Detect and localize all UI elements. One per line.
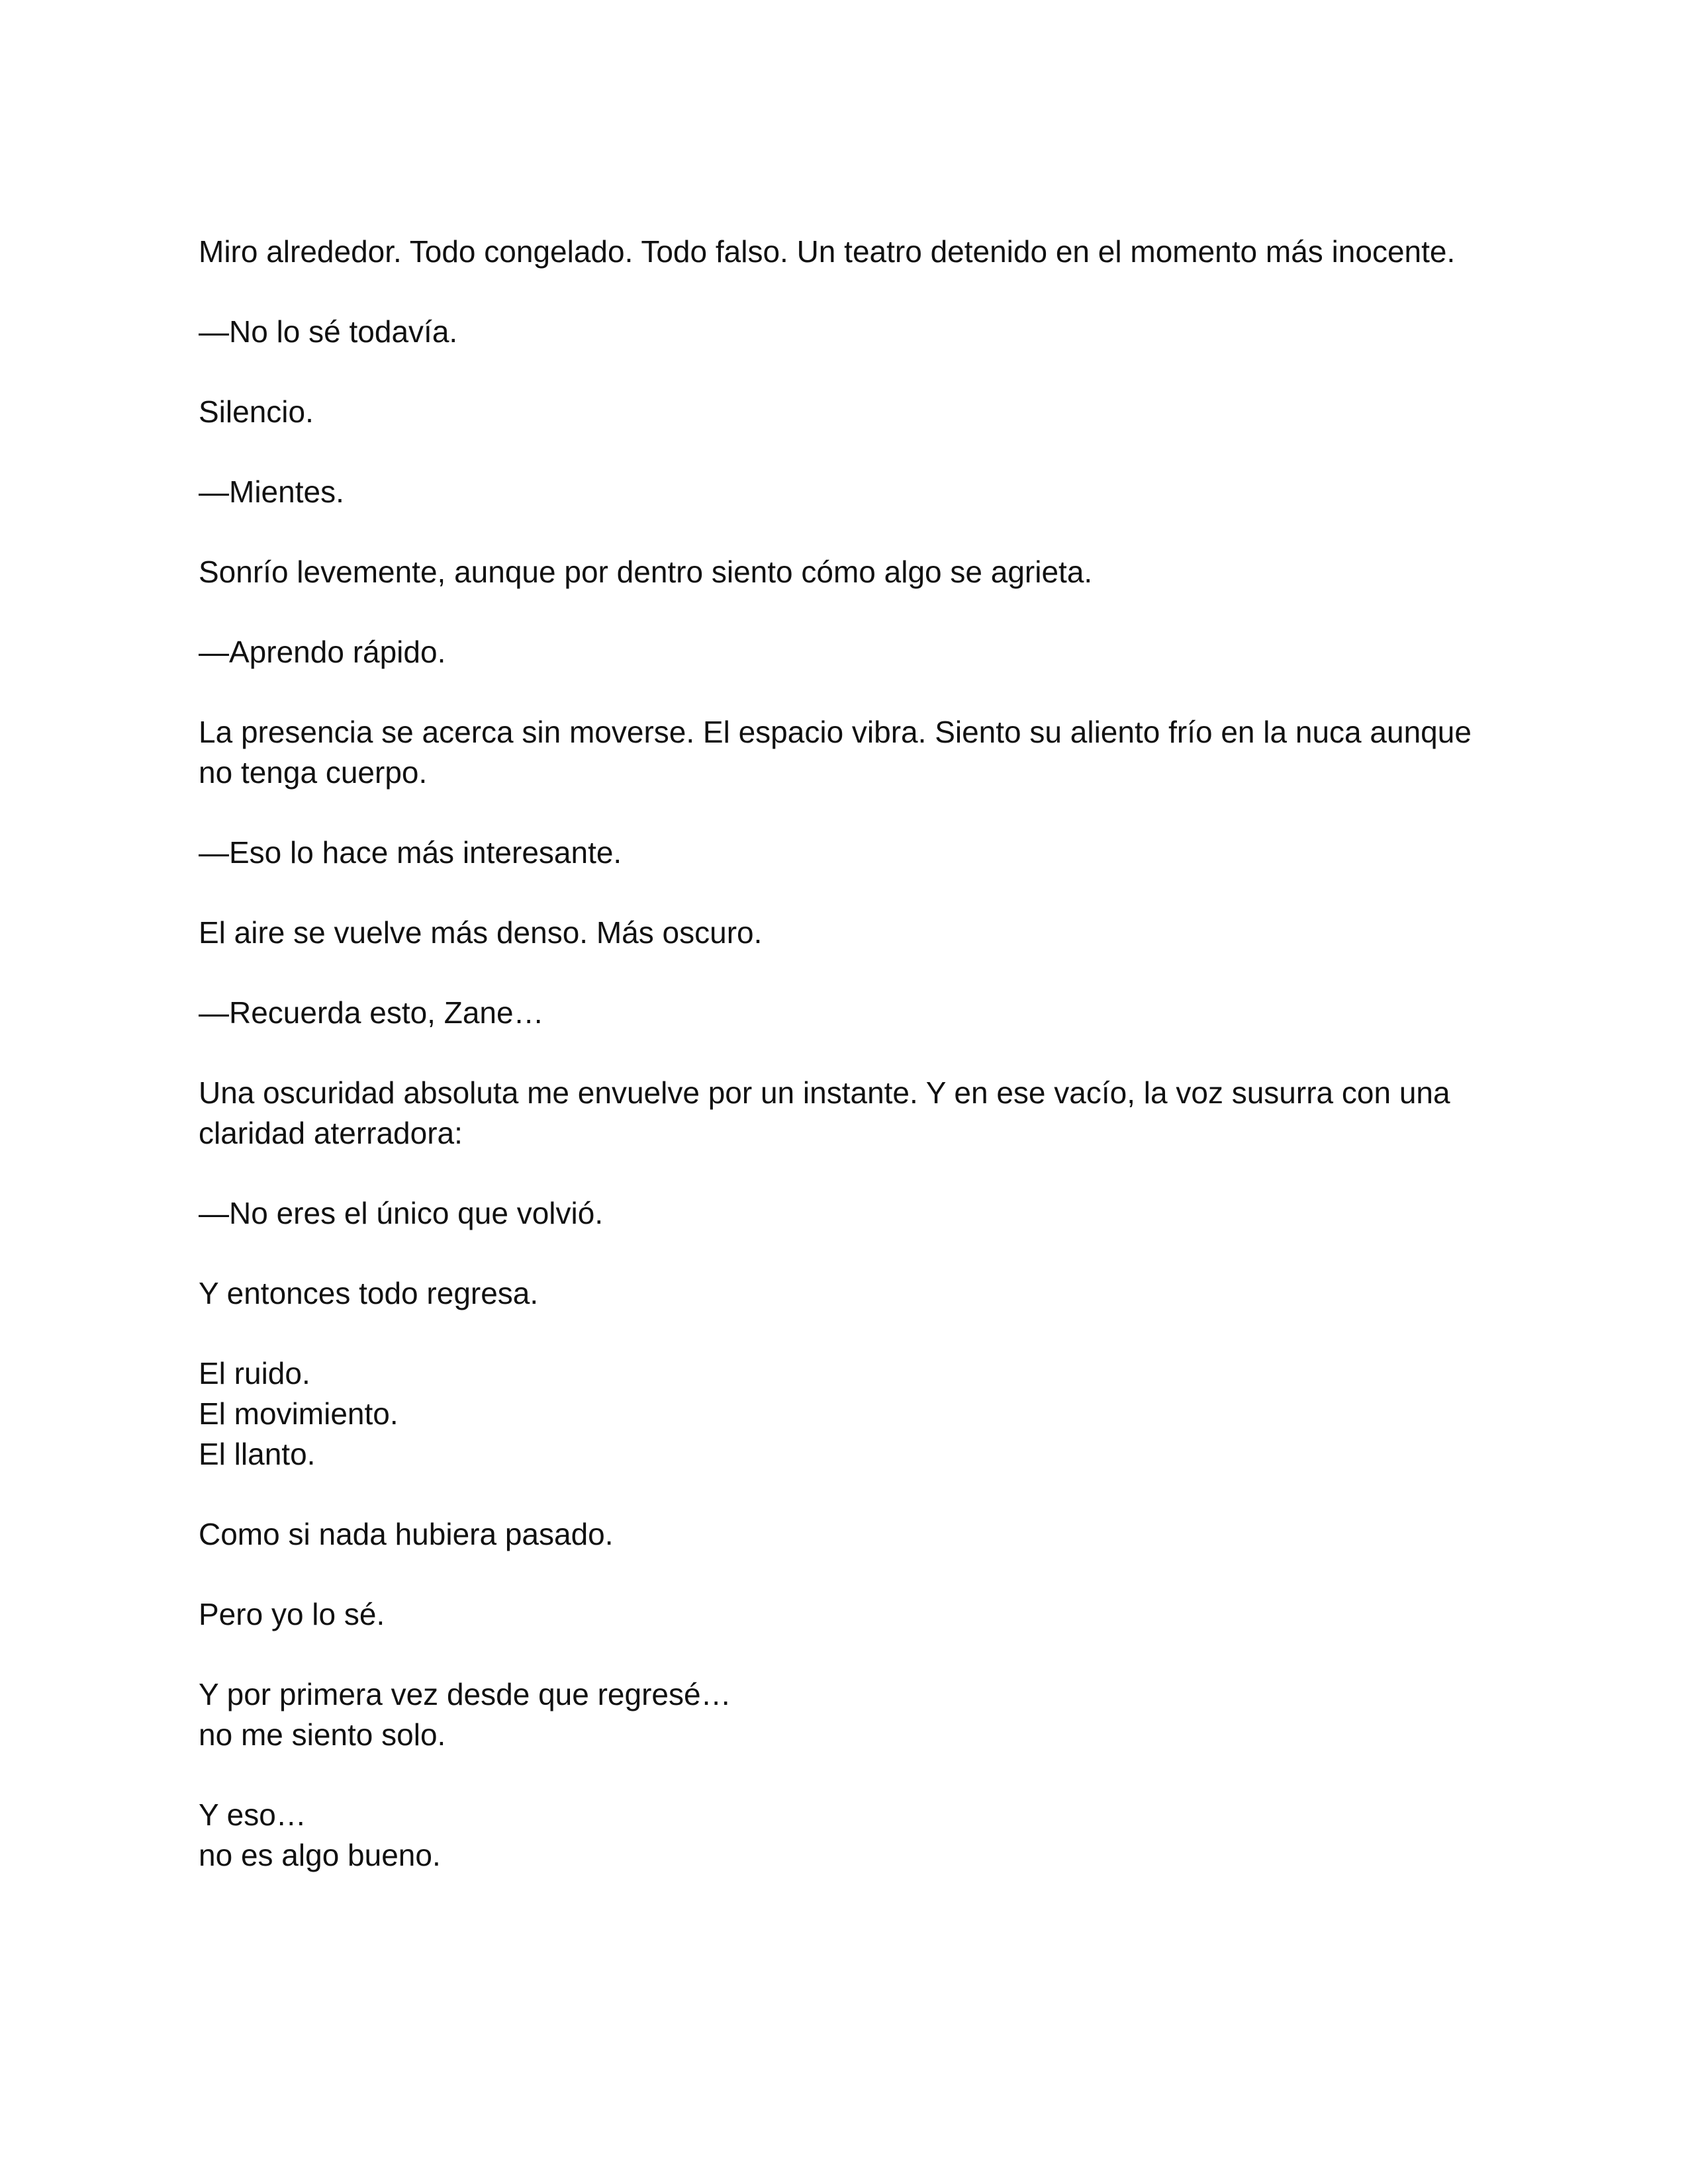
text-line: —No eres el único que volvió. (199, 1196, 604, 1230)
text-line: Pero yo lo sé. (199, 1597, 385, 1631)
paragraph (199, 392, 1489, 432)
text-line: El llanto. (199, 1437, 316, 1471)
paragraph (199, 552, 1489, 592)
text-line: Miro alrededor. Todo congelado. Todo falso. Un teatro detenido en el momento más inocente. (199, 234, 1456, 269)
text-line: Una oscuridad absoluta me envuelve por un instante. Y en ese vacío, la voz susurra con una claridad aterradora: (199, 1075, 1459, 1150)
text-line: Y entonces todo regresa. (199, 1276, 539, 1310)
paragraph (199, 472, 1489, 512)
paragraph (199, 1353, 1489, 1475)
text-line: Sonrío levemente, aunque por dentro siento cómo algo se agrieta. (199, 555, 1093, 589)
paragraph (199, 913, 1489, 953)
text-line: Y por primera vez desde que regresé… (199, 1677, 731, 1711)
paragraph (199, 1193, 1489, 1234)
text-line: Como si nada hubiera pasado. (199, 1517, 614, 1551)
text-line: —Mientes. (199, 475, 344, 509)
paragraph (199, 1073, 1489, 1154)
text-line: La presencia se acerca sin moverse. El espacio vibra. Siento su aliento frío en la nuca aunque no tenga cuerpo. (199, 715, 1480, 790)
text-line: El aire se vuelve más denso. Más oscuro. (199, 915, 763, 950)
paragraph (199, 993, 1489, 1033)
text-line: no es algo bueno. (199, 1838, 441, 1872)
paragraph (199, 632, 1489, 672)
text-line: —Aprendo rápido. (199, 635, 446, 669)
paragraph (199, 712, 1489, 793)
text-line: Silencio. (199, 394, 314, 429)
text-line: —Recuerda esto, Zane… (199, 995, 544, 1030)
text-line: Y eso… (199, 1797, 306, 1832)
paragraph (199, 833, 1489, 873)
text-line: —Eso lo hace más interesante. (199, 835, 622, 870)
paragraph (199, 1795, 1489, 1876)
text-line: El ruido. (199, 1356, 310, 1390)
text-line: El movimiento. (199, 1396, 399, 1431)
paragraph (199, 1674, 1489, 1755)
paragraph (199, 312, 1489, 352)
text-line: no me siento solo. (199, 1717, 446, 1752)
paragraph (199, 1514, 1489, 1555)
document-body (199, 232, 1489, 1915)
paragraph (199, 232, 1489, 272)
paragraph (199, 1273, 1489, 1314)
paragraph (199, 1594, 1489, 1635)
text-line: —No lo sé todavía. (199, 314, 458, 349)
